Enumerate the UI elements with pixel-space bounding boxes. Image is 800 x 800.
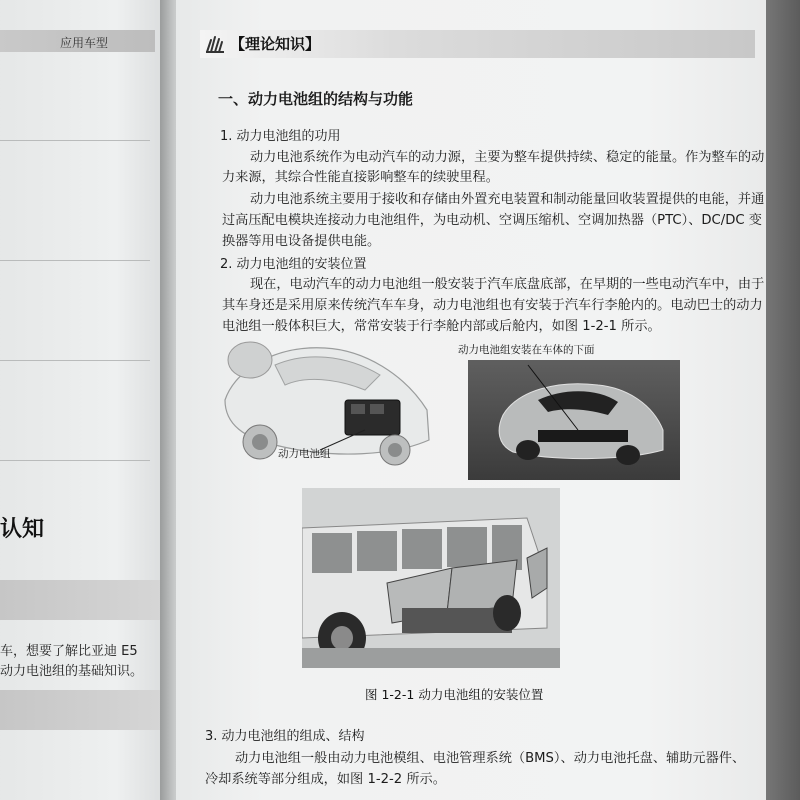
left-page xyxy=(0,0,175,800)
figure-caption: 图 1-2-1 动力电池组的安装位置 xyxy=(365,687,544,702)
hand-icon xyxy=(203,32,227,56)
paragraph-line: 电池组一般体积巨大，常常安装于行李舱内部或后舱内，如图 1-2-1 所示。 xyxy=(222,319,661,334)
bus-battery-photo xyxy=(302,488,560,668)
left-running-head: 应用车型 xyxy=(60,36,109,50)
bus-illustration xyxy=(302,488,560,668)
left-divider xyxy=(0,460,150,461)
car-silhouette xyxy=(468,360,680,480)
left-gray-band xyxy=(0,690,165,730)
header-tag: 【理论知识】 xyxy=(230,35,321,53)
car-underbody-photo xyxy=(468,360,680,480)
subsection-title: 1. 动力电池组的功用 xyxy=(220,129,341,144)
left-text-line: 动力电池组的基础知识。 xyxy=(0,664,144,679)
paragraph-line: 其车身还是采用原来传统汽车车身，动力电池组也有安装于汽车行李舱内的。电动巴士的动力 xyxy=(222,298,763,313)
section-title: 一、动力电池组的结构与功能 xyxy=(218,90,414,108)
left-divider xyxy=(0,260,150,261)
paragraph-line: 动力电池系统主要用于接收和存储由外置充电装置和制动能量回收装置提供的电能，并通 xyxy=(250,192,765,207)
paragraph-line: 换器等用电设备提供电能。 xyxy=(222,234,381,249)
paragraph-line: 现在，电动汽车的动力电池组一般安装于汽车底盘底部，在早期的一些电动汽车中，由于 xyxy=(250,277,765,292)
subsection-title: 2. 动力电池组的安装位置 xyxy=(220,257,367,272)
paragraph-line: 冷却系统等部分组成，如图 1-2-2 所示。 xyxy=(205,772,446,787)
left-text-line: 车，想要了解比亚迪 E5 xyxy=(0,644,138,659)
paragraph-line: 力来源，其综合性能直接影响整车的续驶里程。 xyxy=(222,170,499,185)
figure-label-battery: 动力电池组 xyxy=(278,448,331,460)
figure-label-underbody: 动力电池组安装在车体的下面 xyxy=(458,344,595,356)
subsection-title: 3. 动力电池组的组成、结构 xyxy=(205,729,365,744)
paragraph-line: 动力电池组一般由动力电池模组、电池管理系统（BMS）、动力电池托盘、辅助元器件、 xyxy=(235,751,746,766)
left-divider xyxy=(0,140,150,141)
left-section-heading: 认知 xyxy=(0,517,45,542)
left-gray-band xyxy=(0,580,165,620)
paragraph-line: 动力电池系统作为电动汽车的动力源，主要为整车提供持续、稳定的能量。作为整车的动 xyxy=(250,150,765,165)
left-divider xyxy=(0,360,150,361)
paragraph-line: 过高压配电模块连接动力电池组件，为电动机、空调压缩机、空调加热器（PTC）、DC/DC 变 xyxy=(222,213,762,228)
